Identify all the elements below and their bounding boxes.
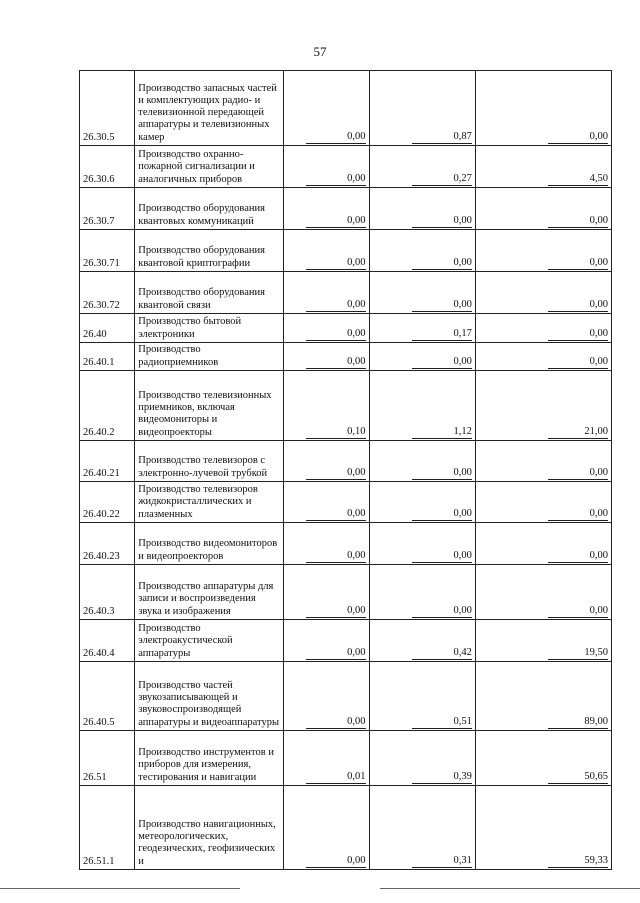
row-description-cell	[135, 371, 283, 441]
row-value-2-cell	[369, 272, 475, 314]
row-value-2: 0,00	[412, 299, 472, 312]
footer-divider	[0, 888, 640, 898]
table-row	[80, 343, 612, 371]
row-value-2: 0,00	[412, 356, 472, 369]
row-description-cell	[135, 620, 283, 662]
row-value-1: 0,00	[306, 855, 366, 868]
row-value-1: 0,10	[306, 426, 366, 439]
row-value-2: 0,00	[412, 257, 472, 270]
row-value-3-cell	[475, 620, 611, 662]
row-code-cell	[80, 146, 135, 188]
row-value-2: 0,00	[412, 467, 472, 480]
row-description-cell	[135, 272, 283, 314]
row-value-3-cell	[475, 523, 611, 565]
row-description: Производство частей звукозаписывающей и звуковоспроизводящей аппаратуры и видеоаппаратуры	[138, 679, 280, 728]
row-code: 26.40	[83, 328, 107, 340]
row-value-3: 0,00	[548, 508, 608, 521]
row-description: Производство телевизоров жидкокристаллических и плазменных	[138, 484, 258, 520]
row-code: 26.30.7	[83, 215, 115, 227]
row-value-3: 0,00	[548, 328, 608, 341]
row-description-cell	[135, 441, 283, 482]
row-value-1: 0,00	[306, 550, 366, 563]
row-value-2-cell	[369, 620, 475, 662]
row-value-1: 0,00	[306, 716, 366, 729]
row-code: 26.30.5	[83, 131, 115, 143]
row-code: 26.30.72	[83, 299, 120, 311]
row-code: 26.40.23	[83, 550, 120, 562]
row-value-2-cell	[369, 371, 475, 441]
row-code-cell	[80, 188, 135, 230]
row-description-cell	[135, 731, 283, 786]
row-value-3: 4,50	[548, 173, 608, 186]
row-description: Производство инструментов и приборов для измерения, тестирования и навигации	[138, 747, 274, 783]
table-row	[80, 188, 612, 230]
row-value-1-cell	[283, 146, 369, 188]
row-value-1-cell	[283, 314, 369, 343]
row-value-2: 0,00	[412, 605, 472, 618]
row-value-1-cell	[283, 620, 369, 662]
table-row	[80, 565, 612, 620]
row-code: 26.40.1	[83, 356, 115, 368]
table-row	[80, 441, 612, 482]
row-value-1-cell	[283, 786, 369, 870]
row-code-cell	[80, 523, 135, 565]
row-value-1: 0,00	[306, 647, 366, 660]
row-description-cell	[135, 662, 283, 731]
row-value-2: 0,00	[412, 550, 472, 563]
row-value-1-cell	[283, 565, 369, 620]
table-row	[80, 314, 612, 343]
table-row	[80, 523, 612, 565]
row-description: Производство видеомониторов и видеопроекторов	[138, 538, 278, 562]
row-value-1: 0,01	[306, 771, 366, 784]
row-value-1-cell	[283, 371, 369, 441]
row-code-cell	[80, 731, 135, 786]
row-code-cell	[80, 565, 135, 620]
row-value-3-cell	[475, 565, 611, 620]
table-body	[80, 71, 612, 870]
row-value-3: 50,65	[548, 771, 608, 784]
row-code: 26.40.21	[83, 467, 120, 479]
row-value-3-cell	[475, 146, 611, 188]
row-description-cell	[135, 230, 283, 272]
row-value-2: 0,42	[412, 647, 472, 660]
row-description: Производство радиоприемников	[138, 344, 219, 368]
row-value-3-cell	[475, 786, 611, 870]
table-row	[80, 786, 612, 870]
row-value-1: 0,00	[306, 605, 366, 618]
row-value-3-cell	[475, 662, 611, 731]
row-value-2-cell	[369, 523, 475, 565]
row-value-3-cell	[475, 188, 611, 230]
row-value-1: 0,00	[306, 328, 366, 341]
row-value-2: 0,39	[412, 771, 472, 784]
row-value-1: 0,00	[306, 508, 366, 521]
row-code: 26.51	[83, 771, 107, 783]
table-row	[80, 620, 612, 662]
row-value-2: 0,00	[412, 215, 472, 228]
data-table	[79, 70, 612, 870]
row-value-3-cell	[475, 272, 611, 314]
row-description: Производство навигационных, метеорологических, геодезических, геофизических и	[138, 818, 276, 867]
row-description-cell	[135, 71, 283, 146]
row-value-2-cell	[369, 482, 475, 523]
row-code-cell	[80, 441, 135, 482]
row-code: 26.30.6	[83, 173, 115, 185]
row-value-2: 0,27	[412, 173, 472, 186]
row-value-3-cell	[475, 441, 611, 482]
row-value-3: 0,00	[548, 257, 608, 270]
row-code-cell	[80, 71, 135, 146]
row-code: 26.40.2	[83, 426, 115, 438]
row-value-3-cell	[475, 371, 611, 441]
row-value-2-cell	[369, 441, 475, 482]
row-value-3: 0,00	[548, 131, 608, 144]
row-value-1: 0,00	[306, 467, 366, 480]
row-value-1-cell	[283, 343, 369, 371]
row-value-1: 0,00	[306, 131, 366, 144]
row-code-cell	[80, 371, 135, 441]
row-value-3: 0,00	[548, 550, 608, 563]
row-code-cell	[80, 620, 135, 662]
row-code: 26.40.5	[83, 716, 115, 728]
row-code-cell	[80, 314, 135, 343]
row-value-1: 0,00	[306, 257, 366, 270]
row-value-3: 19,50	[548, 647, 608, 660]
row-value-3: 0,00	[548, 356, 608, 369]
row-description-cell	[135, 565, 283, 620]
row-value-1-cell	[283, 188, 369, 230]
table-row	[80, 482, 612, 523]
row-description: Производство оборудования квантовой криптографии	[138, 245, 265, 269]
row-code-cell	[80, 662, 135, 731]
row-value-3: 59,33	[548, 855, 608, 868]
row-description-cell	[135, 188, 283, 230]
row-code-cell	[80, 786, 135, 870]
row-value-2-cell	[369, 230, 475, 272]
row-value-2: 0,31	[412, 855, 472, 868]
row-value-1-cell	[283, 731, 369, 786]
row-code: 26.51.1	[83, 855, 115, 867]
row-code-cell	[80, 482, 135, 523]
row-value-2: 0,87	[412, 131, 472, 144]
row-description-cell	[135, 786, 283, 870]
row-value-3: 0,00	[548, 215, 608, 228]
row-value-3-cell	[475, 314, 611, 343]
row-value-1-cell	[283, 230, 369, 272]
row-description-cell	[135, 314, 283, 343]
row-value-2-cell	[369, 146, 475, 188]
row-description: Производство оборудования квантовой связи	[138, 287, 265, 311]
row-code: 26.40.3	[83, 605, 115, 617]
row-value-1-cell	[283, 662, 369, 731]
row-value-3-cell	[475, 343, 611, 371]
row-value-2-cell	[369, 188, 475, 230]
row-value-2-cell	[369, 343, 475, 371]
row-value-2: 0,51	[412, 716, 472, 729]
row-value-1-cell	[283, 71, 369, 146]
table-row	[80, 71, 612, 146]
row-value-2: 0,00	[412, 508, 472, 521]
row-value-3-cell	[475, 731, 611, 786]
row-code-cell	[80, 230, 135, 272]
table-row	[80, 662, 612, 731]
row-value-2-cell	[369, 662, 475, 731]
row-value-3: 21,00	[548, 426, 608, 439]
row-description: Производство телевизионных приемников, включая видеомониторы и видеопроекторы	[138, 389, 272, 438]
row-value-3: 0,00	[548, 467, 608, 480]
row-description: Производство телевизоров с электронно-лучевой трубкой	[138, 455, 268, 479]
row-value-3-cell	[475, 71, 611, 146]
row-description: Производство охранно-пожарной сигнализации и аналогичных приборов	[138, 149, 255, 185]
row-description: Производство запасных частей и комплектующих радио- и телевизионной передающей аппаратуры и телевизионных камер	[138, 82, 277, 143]
row-value-1-cell	[283, 272, 369, 314]
row-description-cell	[135, 343, 283, 371]
row-value-1-cell	[283, 482, 369, 523]
row-value-2-cell	[369, 786, 475, 870]
row-description-cell	[135, 482, 283, 523]
row-value-3: 89,00	[548, 716, 608, 729]
row-value-3: 0,00	[548, 299, 608, 312]
row-description-cell	[135, 523, 283, 565]
row-description: Производство электроакустической аппаратуры	[138, 623, 233, 659]
row-value-1-cell	[283, 441, 369, 482]
table-row	[80, 731, 612, 786]
row-description: Производство аппаратуры для записи и воспроизведения звука и изображения	[138, 581, 274, 617]
row-value-3-cell	[475, 230, 611, 272]
row-value-1-cell	[283, 523, 369, 565]
row-value-3-cell	[475, 482, 611, 523]
row-value-2-cell	[369, 731, 475, 786]
row-value-2: 0,17	[412, 328, 472, 341]
row-code: 26.40.22	[83, 508, 120, 520]
table-row	[80, 272, 612, 314]
row-value-3: 0,00	[548, 605, 608, 618]
table-row	[80, 371, 612, 441]
row-value-1: 0,00	[306, 215, 366, 228]
row-description: Производство бытовой электроники	[138, 316, 242, 340]
row-value-2-cell	[369, 71, 475, 146]
row-description-cell	[135, 146, 283, 188]
row-code-cell	[80, 343, 135, 371]
row-value-2: 1,12	[412, 426, 472, 439]
row-code-cell	[80, 272, 135, 314]
row-description: Производство оборудования квантовых коммуникаций	[138, 203, 265, 227]
row-value-2-cell	[369, 314, 475, 343]
row-value-2-cell	[369, 565, 475, 620]
row-value-1: 0,00	[306, 299, 366, 312]
row-value-1: 0,00	[306, 173, 366, 186]
table-row	[80, 230, 612, 272]
row-code: 26.40.4	[83, 647, 115, 659]
row-value-1: 0,00	[306, 356, 366, 369]
table-row	[80, 146, 612, 188]
row-code: 26.30.71	[83, 257, 120, 269]
page-number: 57	[313, 44, 327, 59]
